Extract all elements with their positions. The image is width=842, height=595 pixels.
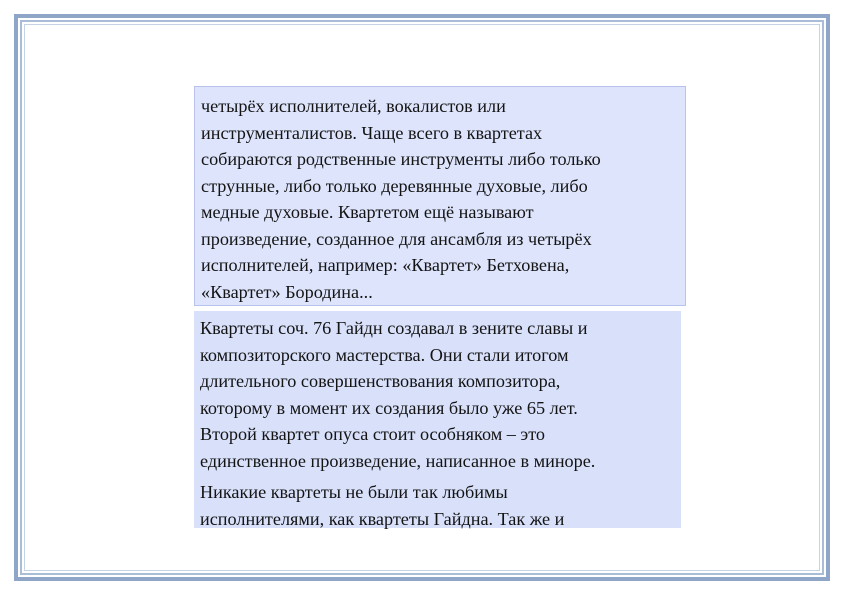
text-line: «Квартет» Бородина...	[201, 281, 373, 302]
text-line: длительного совершенствования композитора,	[200, 371, 561, 391]
text-line: произведение, созданное для ансамбля из четырёх	[201, 228, 592, 249]
text-line: инструменталистов. Чаще всего в квартетах	[201, 122, 543, 143]
text-line: собираются родственные инструменты либо только	[201, 149, 601, 169]
text-line: четырёх исполнителей, вокалистов или	[201, 96, 506, 116]
text-line: исполнителей, например: «Квартет» Бетховена,	[201, 255, 570, 275]
text-line: струнные, либо только деревянные духовые, либо	[201, 175, 588, 196]
paragraph-haydn-popularity	[200, 479, 675, 532]
text-line: медные духовые. Квартетом ещё называют	[201, 202, 534, 222]
text-line: единственное произведение, написанное в миноре.	[200, 450, 596, 471]
text-line: Второй квартет опуса стоит особняком – это	[200, 424, 545, 444]
text-line: исполнителями, как квартеты Гайдна. Так же и	[200, 508, 565, 529]
text-line: которому в момент их создания было уже 65 лет.	[200, 397, 578, 418]
paragraph-haydn-op76	[200, 315, 675, 474]
text-box-haydn-quartets	[194, 311, 681, 528]
text-line: композиторского мастерства. Они стали итогом	[200, 344, 569, 365]
text-line: Никакие квартеты не были так любимы	[200, 482, 508, 502]
text-line: Квартеты соч. 76 Гайдн создавал в зените славы и	[200, 318, 588, 338]
paragraph-quartet-definition	[201, 93, 679, 305]
text-box-quartet-definition	[194, 86, 686, 306]
